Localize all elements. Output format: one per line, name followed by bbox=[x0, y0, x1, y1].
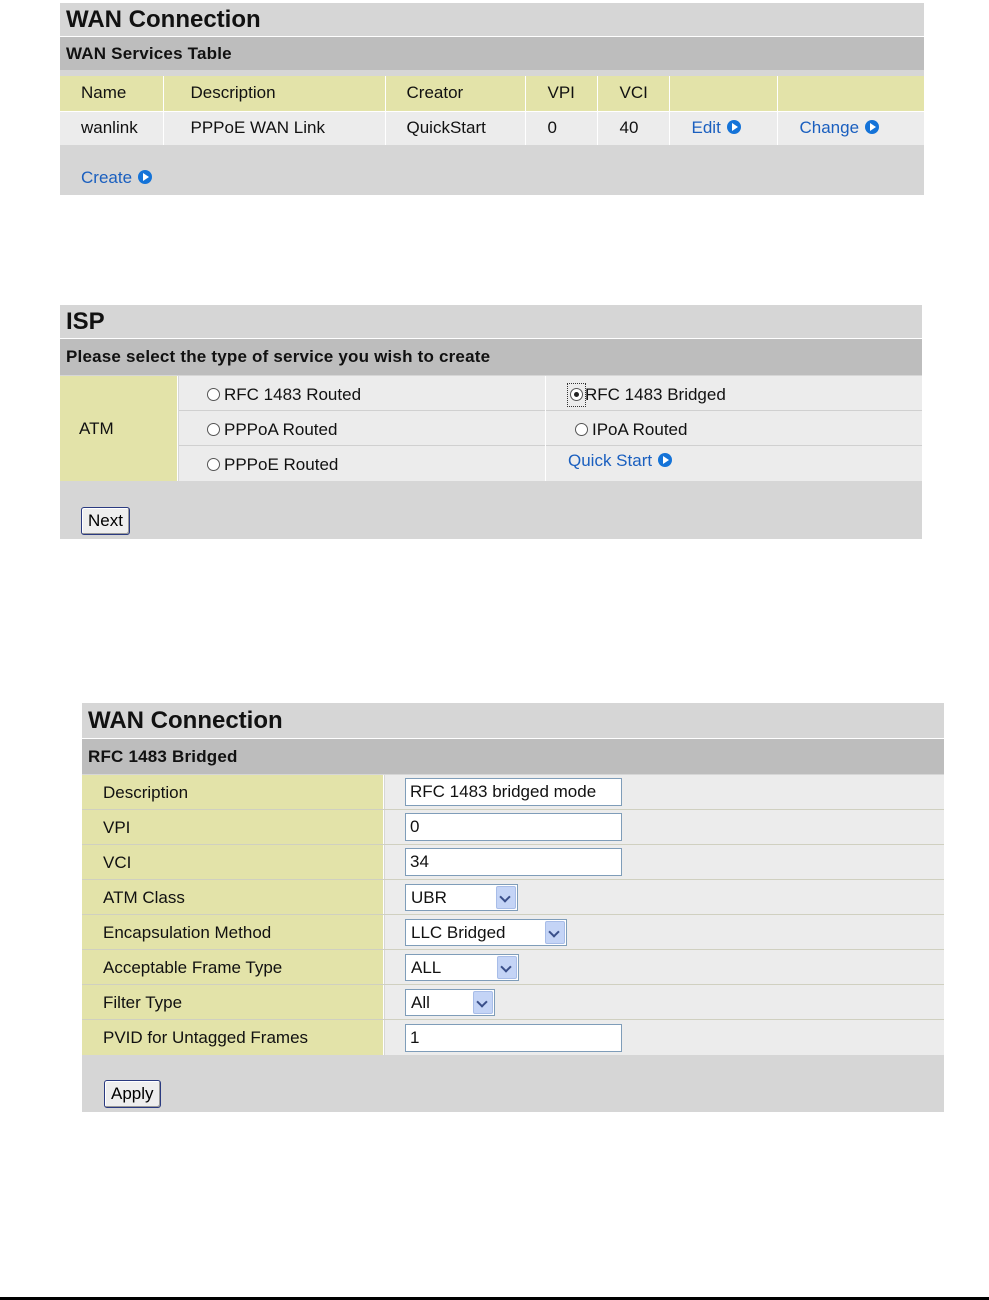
radio-rfc1483-routed[interactable] bbox=[207, 385, 361, 405]
edit-label[interactable]: Edit bbox=[691, 118, 721, 138]
frame-type-select[interactable] bbox=[405, 954, 519, 981]
radio-ipoa-routed[interactable] bbox=[575, 420, 687, 440]
change-link[interactable] bbox=[777, 111, 924, 145]
col-creator-header: Creator bbox=[385, 76, 525, 111]
frame-type-label: Acceptable Frame Type bbox=[103, 958, 283, 977]
chevron-down-icon[interactable] bbox=[545, 921, 565, 944]
row-separator bbox=[82, 809, 944, 810]
circle-arrow-right-icon[interactable] bbox=[138, 170, 152, 184]
radio-label[interactable]: RFC 1483 Routed bbox=[224, 385, 362, 404]
atm-class-value: UBR bbox=[411, 888, 447, 907]
filter-type-value: All bbox=[411, 993, 430, 1012]
col-description-header: Description bbox=[163, 76, 385, 111]
circle-arrow-right-icon[interactable] bbox=[658, 453, 672, 467]
col-change-header bbox=[777, 76, 924, 111]
col-vci-header: VCI bbox=[597, 76, 669, 111]
wan-services-panel bbox=[60, 3, 924, 195]
row-name: wanlink bbox=[60, 111, 163, 145]
rfc1483-bridged-panel bbox=[82, 703, 944, 1112]
form-label-column bbox=[82, 775, 384, 1055]
apply-button[interactable]: Apply bbox=[104, 1080, 161, 1108]
row-separator bbox=[82, 1019, 944, 1020]
next-button[interactable]: Next bbox=[81, 507, 130, 535]
encapsulation-value: LLC Bridged bbox=[411, 923, 506, 942]
description-input[interactable] bbox=[405, 778, 622, 806]
radio-label[interactable]: PPPoE Routed bbox=[224, 455, 339, 474]
description-label: Description bbox=[103, 783, 189, 802]
circle-arrow-right-icon[interactable] bbox=[727, 120, 741, 134]
row-separator bbox=[82, 844, 944, 845]
focus-ring[interactable] bbox=[569, 385, 584, 405]
isp-panel bbox=[60, 305, 922, 539]
atm-group-label: ATM bbox=[79, 419, 114, 438]
wan-services-table bbox=[60, 76, 924, 145]
vci-input[interactable] bbox=[405, 848, 622, 876]
radio-rfc1483-bridged[interactable] bbox=[569, 385, 726, 405]
vci-label: VCI bbox=[103, 853, 132, 872]
radio-pppoe-routed[interactable] bbox=[207, 455, 338, 475]
circle-arrow-right-icon[interactable] bbox=[865, 120, 879, 134]
column-divider bbox=[545, 376, 546, 481]
frame-type-value: ALL bbox=[411, 958, 442, 977]
panel-subtitle: Please select the type of service you wish to create bbox=[60, 339, 922, 375]
row-separator bbox=[82, 879, 944, 880]
row-description: PPPoE WAN Link bbox=[163, 111, 385, 145]
radio-label[interactable]: PPPoA Routed bbox=[224, 420, 338, 439]
quick-start-label[interactable]: Quick Start bbox=[568, 451, 653, 470]
panel-title: WAN Connection bbox=[82, 703, 944, 739]
col-vpi-header: VPI bbox=[525, 76, 597, 111]
panel-title: WAN Connection bbox=[60, 3, 924, 37]
radio-button[interactable] bbox=[207, 458, 220, 471]
radio-pppoa-routed[interactable] bbox=[207, 420, 337, 440]
panel-subtitle: RFC 1483 Bridged bbox=[82, 739, 944, 774]
chevron-down-icon[interactable] bbox=[496, 886, 516, 909]
row-separator bbox=[82, 984, 944, 985]
encapsulation-select[interactable] bbox=[405, 919, 567, 946]
panel-title: ISP bbox=[60, 305, 922, 339]
chevron-down-icon[interactable] bbox=[473, 991, 493, 1014]
row-separator bbox=[82, 914, 944, 915]
vpi-input[interactable] bbox=[405, 813, 622, 841]
pvid-input[interactable] bbox=[405, 1024, 622, 1052]
change-label[interactable]: Change bbox=[799, 118, 860, 138]
encapsulation-label: Encapsulation Method bbox=[103, 923, 272, 942]
table-row bbox=[60, 111, 924, 145]
pvid-label: PVID for Untagged Frames bbox=[103, 1028, 309, 1047]
row-vpi: 0 bbox=[525, 111, 597, 145]
radio-button[interactable] bbox=[207, 423, 220, 436]
create-link[interactable] bbox=[81, 168, 152, 189]
atm-class-select[interactable] bbox=[405, 884, 518, 911]
panel-subtitle: WAN Services Table bbox=[60, 37, 924, 70]
table-header-row bbox=[60, 76, 924, 111]
quick-start-link[interactable] bbox=[568, 451, 672, 471]
col-edit-header bbox=[669, 76, 777, 111]
filter-type-select[interactable] bbox=[405, 989, 495, 1016]
atm-class-label: ATM Class bbox=[103, 888, 185, 907]
radio-button-selected[interactable] bbox=[570, 388, 583, 401]
row-vci: 40 bbox=[597, 111, 669, 145]
vpi-label: VPI bbox=[103, 818, 131, 837]
atm-group-label-cell bbox=[60, 376, 178, 481]
radio-button[interactable] bbox=[575, 423, 588, 436]
row-creator: QuickStart bbox=[385, 111, 525, 145]
row-separator bbox=[82, 949, 944, 950]
edit-link[interactable] bbox=[669, 111, 777, 145]
col-name-header: Name bbox=[60, 76, 163, 111]
chevron-down-icon[interactable] bbox=[497, 956, 517, 979]
radio-label[interactable]: IPoA Routed bbox=[592, 420, 688, 439]
filter-type-label: Filter Type bbox=[103, 993, 183, 1012]
radio-label[interactable]: RFC 1483 Bridged bbox=[585, 385, 726, 404]
create-label[interactable]: Create bbox=[81, 168, 133, 187]
radio-button[interactable] bbox=[207, 388, 220, 401]
